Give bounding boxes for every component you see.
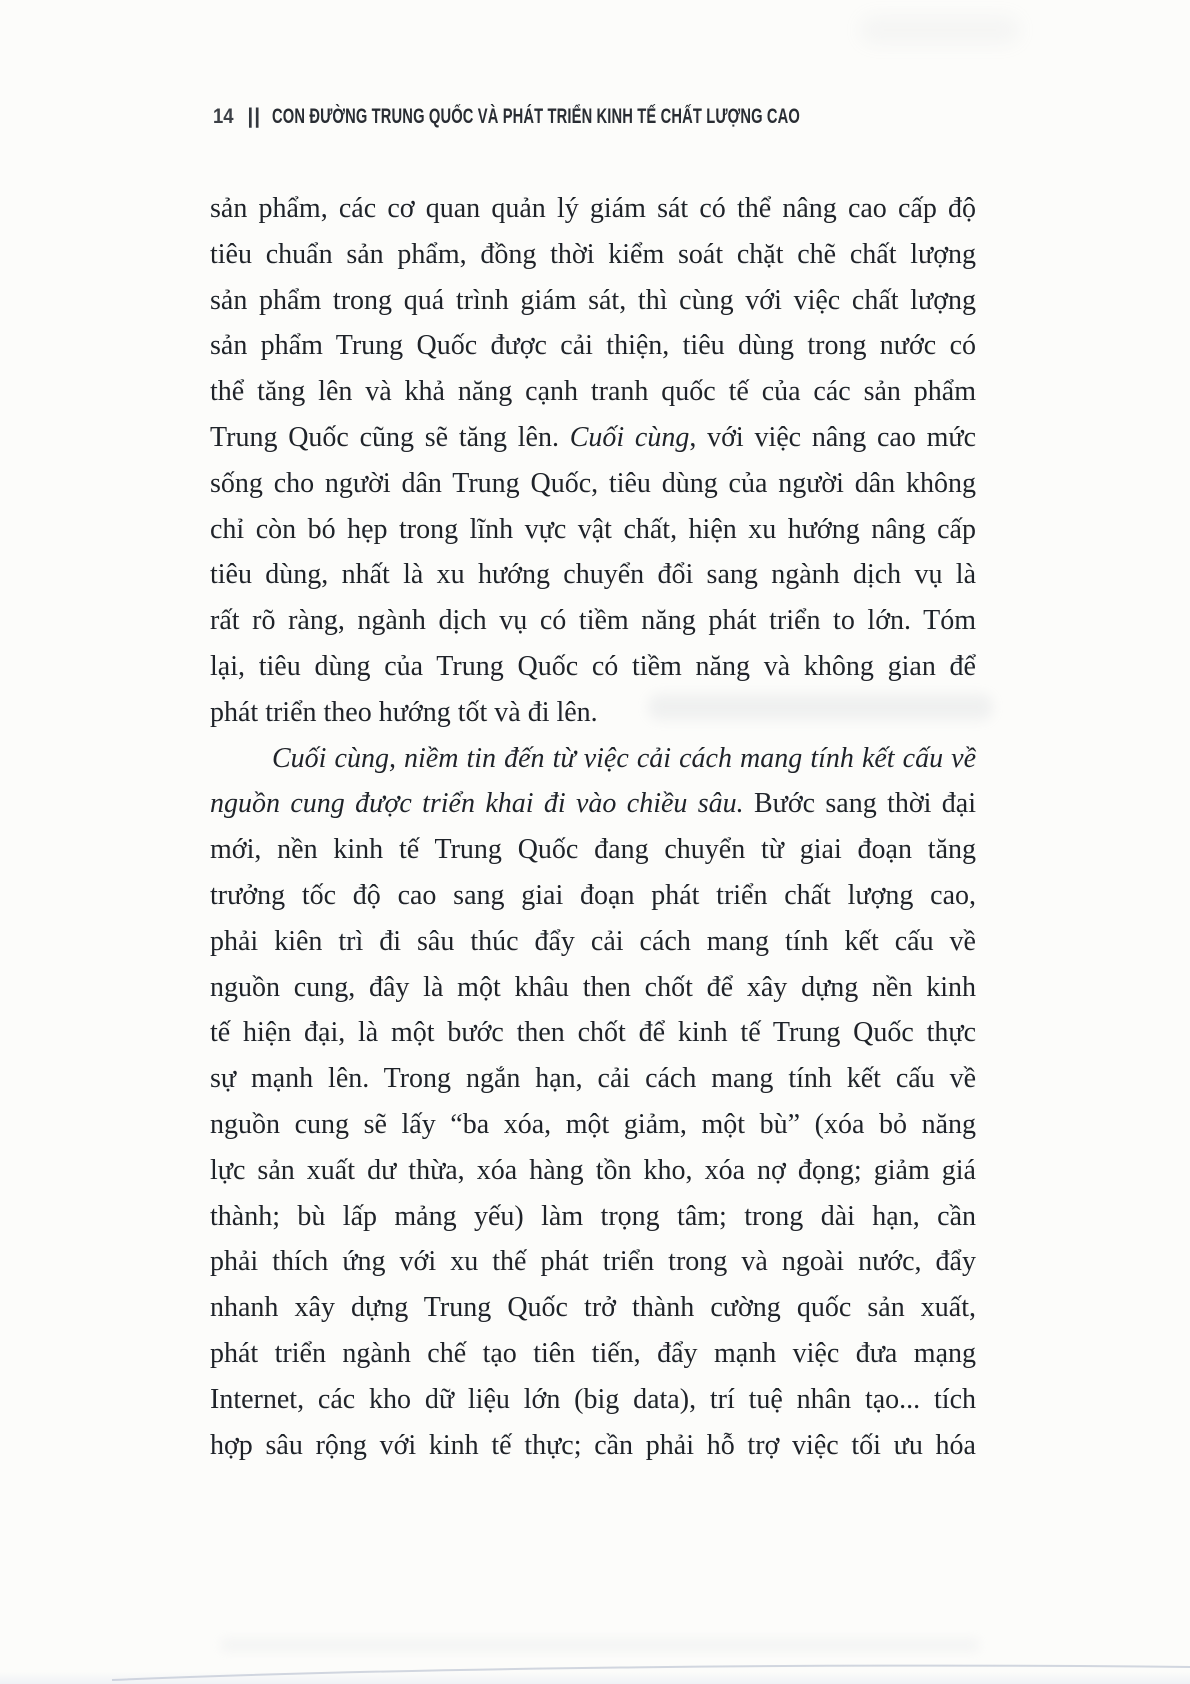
body-text-segment: sản phẩm trong quá trình giám sát, thì cùng với việc chất lượng xyxy=(210,284,976,316)
page-header xyxy=(213,105,1026,129)
body-text-segment: lại, tiêu dùng của Trung Quốc có tiềm năng và không gian để xyxy=(210,650,976,682)
body-text-segment: phải kiên trì đi sâu thúc đẩy cải cách mang tính kết cấu về xyxy=(210,925,976,957)
body-text-segment: Internet, các kho dữ liệu lớn (big data), trí tuệ nhân tạo... tích xyxy=(210,1383,976,1415)
body-line xyxy=(210,1148,976,1194)
body-text-segment: nguồn cung, đây là một khâu then chốt để xây dựng nền kinh xyxy=(210,971,976,1003)
header-separator: || xyxy=(247,105,262,128)
body-text-segment: chỉ còn bó hẹp trong lĩnh vực vật chất, hiện xu hướng nâng cấp xyxy=(210,513,976,545)
body-text-segment: tiêu chuẩn sản phẩm, đồng thời kiểm soát chặt chẽ chất lượng xyxy=(210,238,976,270)
body-line xyxy=(210,323,976,369)
body-text-segment: nguồn cung sẽ lấy “ba xóa, một giảm, một bù” (xóa bỏ năng xyxy=(210,1108,976,1140)
body-line xyxy=(210,827,976,873)
body-text-segment: Trung Quốc cũng sẽ tăng lên. xyxy=(210,421,570,453)
body-text-segment: thành; bù lấp mảng yếu) làm trọng tâm; trong dài hạn, cần xyxy=(210,1200,976,1232)
body-line xyxy=(210,781,976,827)
page-number: 14 xyxy=(213,105,234,128)
body-text-segment: rất rõ ràng, ngành dịch vụ có tiềm năng phát triển to lớn. Tóm xyxy=(210,605,976,637)
body-text-segment: Bước sang thời đại xyxy=(743,788,976,820)
body-text-segment: trưởng tốc độ cao sang giai đoạn phát triển chất lượng cao, xyxy=(210,879,976,911)
body-text-segment: , với việc nâng cao mức xyxy=(689,421,976,453)
body-text-italic-segment: Cuối cùng xyxy=(569,421,690,453)
body-text-segment: nhanh xây dựng Trung Quốc trở thành cường quốc sản xuất, xyxy=(210,1292,976,1324)
body-line xyxy=(210,461,976,507)
body-line xyxy=(210,1331,976,1377)
body-line xyxy=(210,598,976,644)
body-text-segment: tiêu dùng, nhất là xu hướng chuyển đổi sang ngành dịch vụ là xyxy=(210,559,976,591)
body-text-segment: hợp sâu rộng với kinh tế thực; cần phải hỗ trợ việc tối ưu hóa xyxy=(210,1429,976,1461)
body-line xyxy=(210,278,976,324)
body-text-segment: lực sản xuất dư thừa, xóa hàng tồn kho, xóa nợ đọng; giảm giá xyxy=(210,1154,976,1186)
body-line xyxy=(210,1194,976,1240)
body-line xyxy=(210,1423,976,1469)
body-text-segment: sự mạnh lên. Trong ngắn hạn, cải cách mang tính kết cấu về xyxy=(210,1063,976,1095)
body-line xyxy=(210,186,976,232)
body-text-segment: sản phẩm Trung Quốc được cải thiện, tiêu dùng trong nước có xyxy=(210,330,976,362)
body-text xyxy=(210,186,976,1468)
scan-artifact-mid xyxy=(648,694,993,720)
running-title: CON ĐƯỜNG TRUNG QUỐC VÀ PHÁT TRIỂN KINH TẾ CHẤT LƯỢNG CAO xyxy=(272,105,801,128)
body-line xyxy=(210,232,976,278)
body-line xyxy=(210,1377,976,1423)
body-line xyxy=(210,552,976,598)
body-line xyxy=(210,873,976,919)
scan-artifact-top xyxy=(860,16,1020,44)
body-line xyxy=(210,919,976,965)
body-text-segment: sản phẩm, các cơ quan quản lý giám sát có thể nâng cao cấp độ xyxy=(210,193,976,224)
body-text-segment: mới, nền kinh tế Trung Quốc đang chuyển từ giai đoạn tăng xyxy=(210,834,976,866)
body-line xyxy=(210,965,976,1011)
body-line xyxy=(210,507,976,553)
body-text-segment: tế hiện đại, là một bước then chốt để kinh tế Trung Quốc thực xyxy=(210,1017,976,1049)
body-text-italic-segment: Cuối cùng, niềm tin đến từ việc cải cách mang tính kết cấu về xyxy=(272,742,976,774)
body-line xyxy=(210,1239,976,1285)
body-line xyxy=(210,644,976,690)
body-line xyxy=(210,1102,976,1148)
body-line xyxy=(210,369,976,415)
body-text-segment: phát triển ngành chế tạo tiên tiến, đẩy mạnh việc đưa mạng xyxy=(210,1337,976,1369)
body-line xyxy=(210,415,976,461)
scan-page-curl-line xyxy=(0,1644,1190,1684)
body-text-italic-segment: nguồn cung được triển khai đi vào chiều sâu. xyxy=(210,788,744,820)
body-text-segment: phải thích ứng với xu thế phát triển trong và ngoài nước, đẩy xyxy=(210,1246,976,1278)
body-line xyxy=(210,736,976,782)
body-line xyxy=(210,1056,976,1102)
body-text-segment: thể tăng lên và khả năng cạnh tranh quốc tế của các sản phẩm xyxy=(210,376,976,408)
body-line xyxy=(210,1010,976,1056)
body-text-segment: sống cho người dân Trung Quốc, tiêu dùng của người dân không xyxy=(210,467,976,499)
body-line xyxy=(210,1285,976,1331)
body-text-segment: phát triển theo hướng tốt và đi lên. xyxy=(210,696,598,728)
